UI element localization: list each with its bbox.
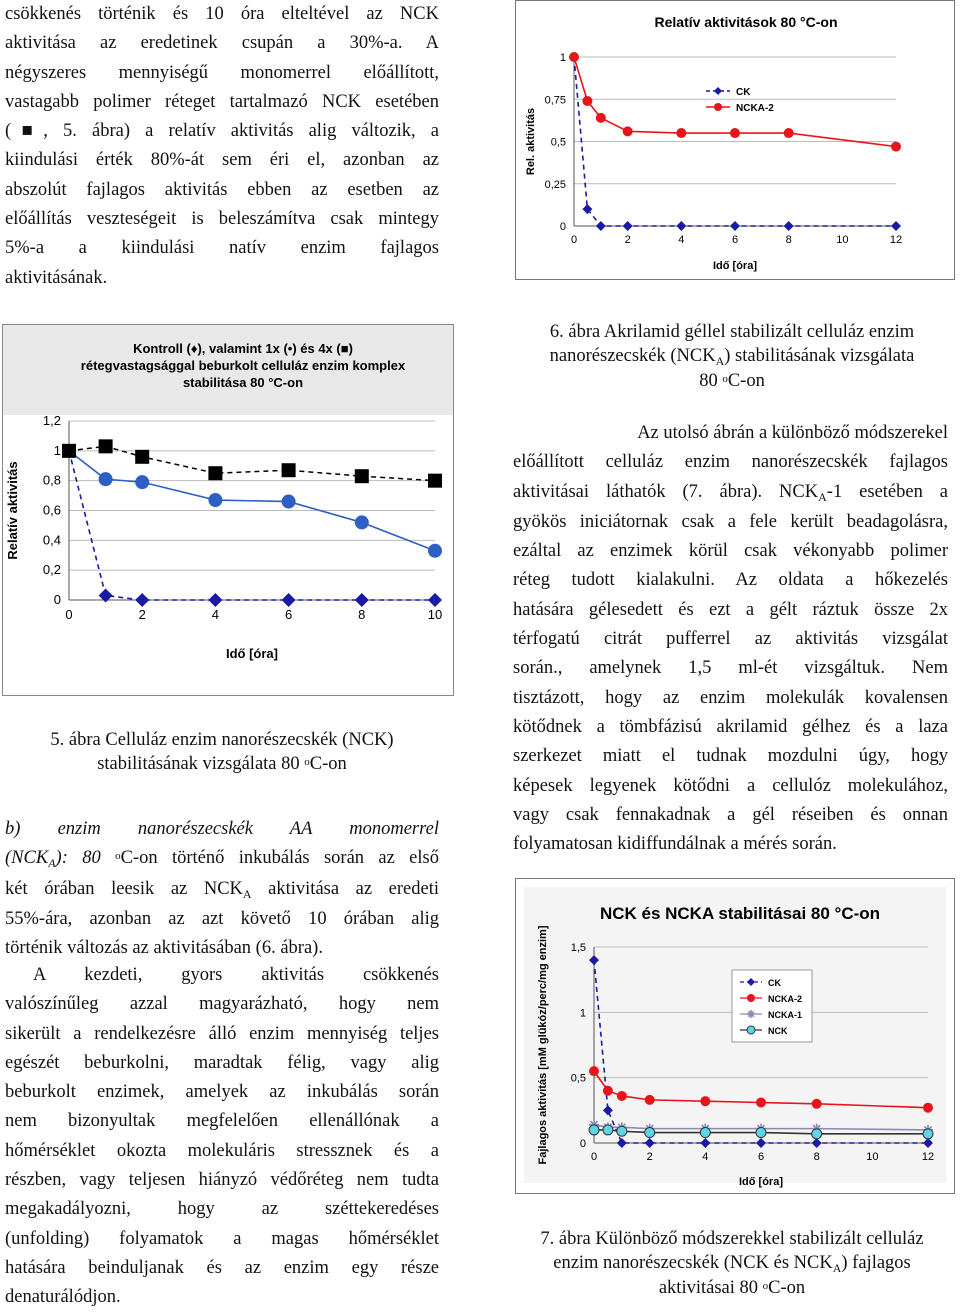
- para1-line: abszolút fajlagos aktivitás ebben az esetben az: [5, 179, 439, 200]
- data-point-circle: [812, 1099, 822, 1109]
- x-axis-label: Idő [óra]: [713, 260, 757, 272]
- y-tick-label: 0,4: [42, 532, 61, 548]
- para4-line: réteg tudott kialakulni. Az oldata a hőkezelés: [513, 570, 948, 591]
- para1-line: 5%-a a kiindulási natív enzim fajlagos: [5, 238, 439, 259]
- x-tick-label: 2: [646, 1151, 653, 1163]
- data-point-circle: [603, 1125, 613, 1135]
- y-tick-label: 1: [53, 442, 61, 458]
- series-line-kontroll: [69, 451, 435, 600]
- degree-sup: o: [722, 373, 728, 385]
- x-tick-label: 8: [785, 234, 792, 246]
- data-point-circle: [700, 1128, 710, 1138]
- para1-line: csökkenés történik és 10 óra elteltével az NCK: [5, 4, 439, 24]
- x-tick-label: 6: [731, 234, 739, 246]
- para3-line: sikerült a rendelkezésre álló enzim mennyiség teljes: [5, 1023, 439, 1044]
- x-tick-label: 0: [590, 1151, 598, 1163]
- para3-line: valószínűleg azzal magyarázható, hogy nem: [5, 994, 439, 1015]
- x-tick-label: 4: [211, 607, 220, 622]
- data-point-circle: [891, 142, 901, 152]
- x-tick-label: 6: [757, 1151, 765, 1163]
- para2-line: [5, 844, 439, 874]
- fig5-caption-line2-end: C-on: [309, 754, 347, 774]
- fig7-caption-line: enzim nanorészecskék (NCK és NCK: [553, 1253, 833, 1273]
- data-point-circle: [676, 128, 686, 138]
- chart-title: Relatív aktivitások 80 °C-on: [654, 14, 838, 30]
- degree-sup: o: [115, 850, 121, 863]
- x-tick-label: 4: [702, 1151, 709, 1163]
- data-point-circle: [428, 544, 442, 558]
- data-point-circle: [812, 1129, 822, 1139]
- para3-line: hőmérséklet okozta molekuláris stressznek és a: [5, 1140, 439, 1161]
- degree-sup: o: [762, 1280, 769, 1292]
- para1-line: aktivitása az eredetinek csupán a 30%-a. A: [5, 33, 439, 54]
- para4-line: szerkezet miatt el tudnak mozdulni úgy, hogy: [513, 746, 948, 767]
- x-tick-label: 6: [284, 607, 293, 622]
- y-tick-label: 0,25: [544, 178, 566, 191]
- y-tick-label: 1: [559, 52, 566, 64]
- data-point-star: [747, 1010, 755, 1018]
- y-tick-label: 0,5: [550, 136, 566, 149]
- data-point-circle: [645, 1128, 655, 1138]
- data-point-circle: [784, 128, 794, 138]
- para2-text: C-on történő inkubálás során az első: [120, 848, 439, 869]
- para2-text: ): 80: [55, 848, 116, 869]
- para3-line: beburkolt enzimek, amelyek az inkubálás során: [5, 1082, 439, 1103]
- y-tick-label: 0,8: [42, 472, 61, 488]
- para4-text: aktivitásai láthatók (7. ábra). NCK: [513, 481, 819, 502]
- para2-text: (NCK: [5, 848, 49, 869]
- fig6-caption-line: ) stabilitásának vizsgálata: [724, 346, 915, 366]
- para3-line: hatására beinduljanak és az enzim egy része: [5, 1257, 439, 1278]
- data-point-square: [428, 474, 442, 488]
- data-point-circle: [569, 52, 579, 62]
- figure-5-caption: [5, 728, 439, 776]
- para3-line: megakadályozni, hogy az széttekeredéses: [5, 1199, 439, 1220]
- x-tick-label: 10: [866, 1151, 879, 1163]
- subscript: A: [48, 856, 56, 871]
- data-point-diamond: [282, 593, 296, 607]
- x-tick-label: 0: [570, 234, 578, 246]
- data-point-square: [355, 469, 369, 483]
- para4-text: -1 esetében a: [826, 481, 948, 502]
- y-tick-label: 1,5: [570, 942, 586, 954]
- series-line-4x: [69, 446, 435, 480]
- para4-line: előállított celluláz enzim nanorészecskék fajlagos: [513, 452, 948, 473]
- x-tick-label: 4: [678, 234, 685, 246]
- data-point-circle: [714, 103, 722, 111]
- para4-line: gyökös iniciátornak csak a fele került beadagolásra,: [513, 511, 948, 532]
- y-tick-label: 1: [579, 1007, 586, 1020]
- fig7-caption-line: aktivitásai 80: [658, 1278, 763, 1298]
- data-point-circle: [603, 1086, 613, 1096]
- para2-text: aktivitása az eredeti: [251, 878, 439, 899]
- para1-line: aktivitásának.: [5, 267, 108, 288]
- data-point-circle: [135, 475, 149, 489]
- fig7-caption-line: C-on: [768, 1278, 806, 1298]
- figure-5-svg: [3, 325, 453, 695]
- y-axis-label: Fajlagos aktivitás [mM glükóz/perc/mg enzim]: [537, 925, 549, 1165]
- figure-6-svg: [516, 1, 954, 279]
- data-point-circle: [623, 126, 633, 136]
- para1-line: négyszeres mennyiségű monomerrel előállított,: [5, 62, 439, 83]
- para2-line: b) enzim nanorészecskék AA monomerrel: [5, 819, 439, 839]
- fig6-caption-line: 80: [699, 371, 723, 391]
- data-point-square: [99, 439, 113, 453]
- para2-text: két órában leesik az NCK: [5, 878, 243, 899]
- subscript: A: [715, 354, 725, 368]
- para3-line: (unfolding) folyamatok a magas hőmérséklet: [5, 1228, 439, 1249]
- right-paragraph-1: [513, 419, 948, 859]
- data-point-circle: [730, 128, 740, 138]
- para4-line: folyamatosan kidiffundálnak a mérés során.: [513, 834, 837, 855]
- data-point-circle: [923, 1129, 933, 1139]
- data-point-circle: [596, 113, 606, 123]
- legend-label: CK: [768, 978, 781, 988]
- subscript: A: [242, 886, 252, 901]
- data-point-circle: [99, 472, 113, 486]
- figure-7-svg: [516, 879, 954, 1193]
- para4-line: [513, 478, 948, 508]
- x-axis-label: Idő [óra]: [739, 1176, 783, 1188]
- series-line-1x: [69, 451, 435, 551]
- data-point-circle: [747, 994, 755, 1002]
- x-tick-label: 0: [65, 607, 73, 622]
- data-point-circle: [617, 1091, 627, 1101]
- y-axis-label: Relatív aktivitás: [5, 461, 20, 560]
- figure-7-chart: [515, 878, 955, 1194]
- para1-line: előállítás veszteségeit is beleszámítva csak mintegy: [5, 209, 439, 230]
- para2-line: történik változás az aktivitásában (6. ábra).: [5, 938, 323, 959]
- data-point-square: [62, 444, 76, 458]
- data-point-circle: [747, 1026, 755, 1034]
- data-point-circle: [208, 493, 222, 507]
- left-paragraph-2: [5, 815, 439, 963]
- para2-line: [5, 875, 439, 905]
- fig7-caption-line: ) fajlagos: [841, 1253, 911, 1273]
- chart-title: stabilitása 80 °C-on: [182, 375, 304, 390]
- para4-line: Az utolsó ábrán a különböző módszerekel: [637, 423, 948, 443]
- x-tick-label: 12: [889, 234, 903, 246]
- fig5-caption-line1: 5. ábra Celluláz enzim nanorészecskék (NCK): [50, 730, 394, 750]
- x-tick-label: 2: [624, 234, 631, 246]
- left-paragraph-1: [5, 0, 439, 293]
- para3-line: részben, vagy teljesen hiányzó védőréteg nem tudta: [5, 1170, 439, 1191]
- para4-line: hatására gélesedett és ezt a gélt ráztuk össze 2x: [513, 599, 948, 620]
- fig7-caption-line: 7. ábra Különböző módszerekkel stabilizált celluláz: [540, 1229, 924, 1249]
- para3-line: A kezdeti, gyors aktivitás csökkenés: [33, 965, 439, 985]
- x-tick-label: 8: [813, 1151, 820, 1163]
- para1-line: vastagabb polimer réteget tartalmazó NCK esetében: [5, 91, 439, 112]
- figure-6-caption: [512, 320, 952, 393]
- data-point-circle: [756, 1097, 766, 1107]
- figure-7-caption: [512, 1227, 952, 1300]
- data-point-diamond: [355, 593, 369, 607]
- degree-sup: o: [304, 756, 310, 768]
- data-point-diamond: [208, 593, 222, 607]
- data-point-circle: [617, 1126, 627, 1136]
- data-point-circle: [645, 1095, 655, 1105]
- data-point-circle: [589, 1066, 599, 1076]
- y-tick-label: 0,6: [42, 502, 61, 518]
- legend-label: NCKA-2: [736, 103, 774, 114]
- para1-line: (■, 5. ábra) a relatív aktivitás alig változik, a: [5, 121, 439, 142]
- legend-label: NCK: [768, 1026, 788, 1036]
- data-point-square: [208, 466, 222, 480]
- fig6-caption-line: nanorészecskék (NCK: [549, 346, 716, 366]
- left-paragraph-3: [5, 961, 439, 1313]
- y-tick-label: 0,2: [42, 562, 61, 578]
- x-tick-label: 12: [921, 1151, 935, 1163]
- chart-title: NCK és NCKA stabilitásai 80 °C-on: [599, 904, 881, 923]
- figure-5-chart: [2, 324, 454, 696]
- y-axis-label: Rel. aktivitás: [525, 107, 537, 176]
- para4-line: során., amelynek 1,5 ml-ét vizsgáltuk. Nem: [513, 658, 948, 679]
- para4-line: vagy csak fennakadnak a gél réseiben és onnan: [513, 804, 948, 825]
- data-point-square: [135, 450, 149, 464]
- y-tick-label: 0,5: [570, 1072, 586, 1085]
- x-tick-label: 10: [427, 607, 443, 622]
- y-tick-label: 0: [53, 592, 61, 607]
- subscript: A: [818, 489, 827, 504]
- para3-line: egészét beburkolni, maradtak félig, vagy alig: [5, 1052, 439, 1073]
- chart-title: rétegvastagsággal beburkolt celluláz enzim komplex: [80, 358, 406, 373]
- data-point-circle: [756, 1128, 766, 1138]
- fig6-caption-line: 6. ábra Akrilamid géllel stabilizált celluláz enzim: [549, 322, 915, 342]
- legend-label: NCKA-1: [768, 1010, 803, 1020]
- data-point-diamond: [135, 593, 149, 607]
- para4-line: térfogatú citrát pufferrel az aktivitás vizsgálat: [513, 629, 948, 650]
- data-point-circle: [923, 1103, 933, 1113]
- data-point-circle: [700, 1096, 710, 1106]
- fig5-caption-line2: stabilitásának vizsgálata 80: [97, 754, 305, 774]
- data-point-diamond: [428, 593, 442, 607]
- x-axis-label: Idő [óra]: [226, 646, 278, 661]
- para1-line: kiindulási érték 80%-át sem éri el, azonban az: [5, 150, 439, 171]
- y-tick-label: 0: [579, 1138, 586, 1150]
- chart-title: Kontroll (♦), valamint 1x (•) és 4x (■): [133, 341, 353, 356]
- para3-line: nem bizonyultak megfelelően ellenállónak a: [5, 1111, 439, 1132]
- para4-line: kötődnek a tömbfázisú akrilamid gélhez és a laza: [513, 716, 948, 737]
- x-tick-label: 2: [138, 607, 146, 622]
- data-point-circle: [589, 1125, 599, 1135]
- legend-label: NCKA-2: [768, 994, 803, 1004]
- x-tick-label: 8: [358, 607, 366, 622]
- para4-line: ezáltal az enzimek körül csak vékonyabb polimer: [513, 541, 948, 562]
- fig6-caption-line: C-on: [727, 371, 765, 391]
- para4-line: tisztázott, hogy az enzim molekulák kovalensen: [513, 687, 948, 708]
- figure-6-chart: [515, 0, 955, 280]
- subscript: A: [832, 1261, 842, 1275]
- data-point-circle: [355, 515, 369, 529]
- x-tick-label: 10: [836, 234, 849, 246]
- y-tick-label: 0,75: [544, 94, 566, 107]
- y-tick-label: 0: [559, 221, 566, 233]
- data-point-circle: [582, 96, 592, 106]
- y-tick-label: 1,2: [42, 413, 61, 428]
- para3-line: denaturálódjon.: [5, 1287, 121, 1308]
- para2-line: 55%-ára, azonban az azt követő 10 órában alig: [5, 908, 439, 929]
- data-point-circle: [282, 495, 296, 509]
- para4-line: képesek legyenek kötődni a cellulóz molekulához,: [513, 775, 948, 796]
- data-point-square: [282, 463, 296, 477]
- legend-label: CK: [736, 87, 751, 98]
